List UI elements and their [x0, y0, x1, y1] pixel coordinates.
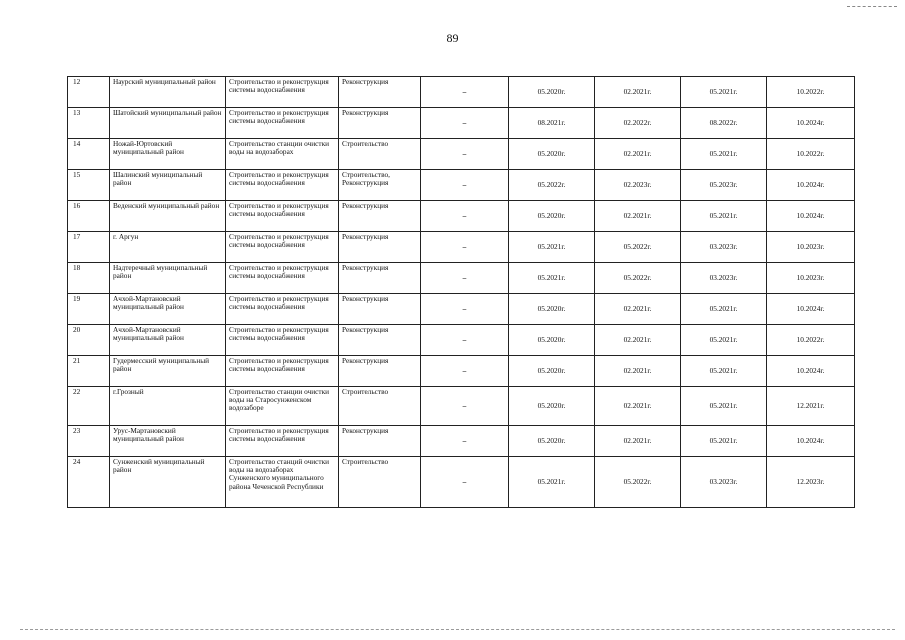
table-row: [68, 232, 855, 263]
date-cell-4: 10.2022г.: [767, 77, 855, 108]
date-cell-2: 02.2021г.: [595, 356, 681, 387]
table-row: [68, 325, 855, 356]
work-type-cell: Строительство: [339, 457, 421, 508]
table-row: [68, 294, 855, 325]
dash-cell: –: [421, 108, 509, 139]
row-number: 23: [68, 426, 110, 457]
date-cell-1: 05.2020г.: [509, 201, 595, 232]
row-number: 13: [68, 108, 110, 139]
work-type-cell: Строительство, Реконструкция: [339, 170, 421, 201]
date-cell-1: 05.2021г.: [509, 263, 595, 294]
work-type-cell: Реконструкция: [339, 263, 421, 294]
date-cell-3: 03.2023г.: [681, 263, 767, 294]
date-cell-2: 05.2022г.: [595, 263, 681, 294]
date-cell-3: 05.2021г.: [681, 294, 767, 325]
dash-cell: –: [421, 457, 509, 508]
work-type-cell: Реконструкция: [339, 356, 421, 387]
date-cell-1: 05.2020г.: [509, 426, 595, 457]
table-row: [68, 201, 855, 232]
date-cell-1: 05.2020г.: [509, 139, 595, 170]
work-description-cell: Строительство и реконструкция системы водоснабжения: [226, 294, 339, 325]
date-cell-4: 10.2022г.: [767, 139, 855, 170]
work-description-cell: Строительство и реконструкция системы водоснабжения: [226, 325, 339, 356]
municipality-cell: Шалинский муниципальный район: [110, 170, 226, 201]
work-description-cell: Строительство и реконструкция системы водоснабжения: [226, 201, 339, 232]
table-row: [68, 387, 855, 426]
municipality-cell: Урус-Мартановский муниципальный район: [110, 426, 226, 457]
dash-cell: –: [421, 170, 509, 201]
municipality-cell: Веденский муниципальный район: [110, 201, 226, 232]
scan-corner-marks: [847, 6, 897, 9]
table-row: [68, 457, 855, 508]
table-row: [68, 263, 855, 294]
table-row: [68, 356, 855, 387]
date-cell-2: 02.2022г.: [595, 108, 681, 139]
date-cell-4: 10.2024г.: [767, 170, 855, 201]
work-description-cell: Строительство и реконструкция системы водоснабжения: [226, 232, 339, 263]
work-description-cell: Строительство и реконструкция системы водоснабжения: [226, 77, 339, 108]
date-cell-3: 05.2021г.: [681, 139, 767, 170]
date-cell-1: 05.2020г.: [509, 356, 595, 387]
date-cell-2: 02.2021г.: [595, 139, 681, 170]
date-cell-3: 05.2021г.: [681, 77, 767, 108]
date-cell-2: 02.2021г.: [595, 426, 681, 457]
table-row: [68, 139, 855, 170]
date-cell-4: 10.2023г.: [767, 263, 855, 294]
date-cell-3: 05.2021г.: [681, 426, 767, 457]
date-cell-1: 05.2020г.: [509, 77, 595, 108]
date-cell-2: 02.2021г.: [595, 325, 681, 356]
work-description-cell: Строительство и реконструкция системы водоснабжения: [226, 108, 339, 139]
date-cell-1: 08.2021г.: [509, 108, 595, 139]
date-cell-2: 02.2023г.: [595, 170, 681, 201]
work-description-cell: Строительство станции очистки воды на Старосунженском водозаборе: [226, 387, 339, 426]
date-cell-3: 03.2023г.: [681, 232, 767, 263]
date-cell-1: 05.2022г.: [509, 170, 595, 201]
schedule-table: [67, 76, 855, 508]
date-cell-4: 12.2021г.: [767, 387, 855, 426]
work-type-cell: Строительство: [339, 139, 421, 170]
row-number: 15: [68, 170, 110, 201]
dash-cell: –: [421, 139, 509, 170]
table-row: [68, 170, 855, 201]
work-description-cell: Строительство и реконструкция системы водоснабжения: [226, 426, 339, 457]
row-number: 12: [68, 77, 110, 108]
date-cell-3: 08.2022г.: [681, 108, 767, 139]
date-cell-2: 02.2021г.: [595, 294, 681, 325]
work-type-cell: Реконструкция: [339, 77, 421, 108]
work-type-cell: Реконструкция: [339, 294, 421, 325]
date-cell-4: 10.2024г.: [767, 294, 855, 325]
scan-artifact-line: [20, 629, 895, 630]
row-number: 24: [68, 457, 110, 508]
date-cell-1: 05.2020г.: [509, 325, 595, 356]
work-type-cell: Реконструкция: [339, 232, 421, 263]
date-cell-1: 05.2021г.: [509, 232, 595, 263]
municipality-cell: Ножай-Юртовский муниципальный район: [110, 139, 226, 170]
dash-cell: –: [421, 426, 509, 457]
date-cell-4: 10.2024г.: [767, 356, 855, 387]
date-cell-3: 05.2021г.: [681, 201, 767, 232]
municipality-cell: Ачхой-Мартановский муниципальный район: [110, 325, 226, 356]
row-number: 18: [68, 263, 110, 294]
municipality-cell: Сунженский муниципальный район: [110, 457, 226, 508]
date-cell-1: 05.2020г.: [509, 294, 595, 325]
municipality-cell: г. Аргун: [110, 232, 226, 263]
dash-cell: –: [421, 387, 509, 426]
dash-cell: –: [421, 263, 509, 294]
date-cell-3: 03.2023г.: [681, 457, 767, 508]
municipality-cell: Шатойский муниципальный район: [110, 108, 226, 139]
municipality-cell: г.Грозный: [110, 387, 226, 426]
date-cell-2: 05.2022г.: [595, 457, 681, 508]
date-cell-4: 12.2023г.: [767, 457, 855, 508]
date-cell-1: 05.2021г.: [509, 457, 595, 508]
table-row: [68, 108, 855, 139]
date-cell-4: 10.2024г.: [767, 426, 855, 457]
page-number: 89: [446, 31, 459, 45]
date-cell-3: 05.2021г.: [681, 356, 767, 387]
work-description-cell: Строительство и реконструкция системы водоснабжения: [226, 356, 339, 387]
municipality-cell: Наурский муниципальный район: [110, 77, 226, 108]
municipality-cell: Гудермесский муниципальный район: [110, 356, 226, 387]
work-description-cell: Строительство станции очистки воды на водозаборах: [226, 139, 339, 170]
row-number: 14: [68, 139, 110, 170]
row-number: 21: [68, 356, 110, 387]
date-cell-3: 05.2023г.: [681, 170, 767, 201]
row-number: 19: [68, 294, 110, 325]
dash-cell: –: [421, 77, 509, 108]
work-description-cell: Строительство и реконструкция системы водоснабжения: [226, 170, 339, 201]
date-cell-3: 05.2021г.: [681, 325, 767, 356]
date-cell-2: 02.2021г.: [595, 77, 681, 108]
date-cell-4: 10.2022г.: [767, 325, 855, 356]
date-cell-4: 10.2024г.: [767, 201, 855, 232]
date-cell-4: 10.2023г.: [767, 232, 855, 263]
work-type-cell: Реконструкция: [339, 325, 421, 356]
dash-cell: –: [421, 294, 509, 325]
date-cell-1: 05.2020г.: [509, 387, 595, 426]
row-number: 22: [68, 387, 110, 426]
work-type-cell: Реконструкция: [339, 201, 421, 232]
row-number: 16: [68, 201, 110, 232]
municipality-cell: Ачхой-Мартановский муниципальный район: [110, 294, 226, 325]
work-description-cell: Строительство и реконструкция системы водоснабжения: [226, 263, 339, 294]
date-cell-2: 02.2021г.: [595, 387, 681, 426]
table-row: [68, 77, 855, 108]
row-number: 17: [68, 232, 110, 263]
work-type-cell: Реконструкция: [339, 426, 421, 457]
dash-cell: –: [421, 325, 509, 356]
work-description-cell: Строительство станций очистки воды на водозаборах Сунженского муниципального района Чеченской Республики: [226, 457, 339, 508]
date-cell-2: 02.2021г.: [595, 201, 681, 232]
date-cell-2: 05.2022г.: [595, 232, 681, 263]
table-row: [68, 426, 855, 457]
row-number: 20: [68, 325, 110, 356]
dash-cell: –: [421, 201, 509, 232]
date-cell-3: 05.2021г.: [681, 387, 767, 426]
dash-cell: –: [421, 356, 509, 387]
work-type-cell: Реконструкция: [339, 108, 421, 139]
municipality-cell: Надтеречный муниципальный район: [110, 263, 226, 294]
work-type-cell: Строительство: [339, 387, 421, 426]
dash-cell: –: [421, 232, 509, 263]
date-cell-4: 10.2024г.: [767, 108, 855, 139]
